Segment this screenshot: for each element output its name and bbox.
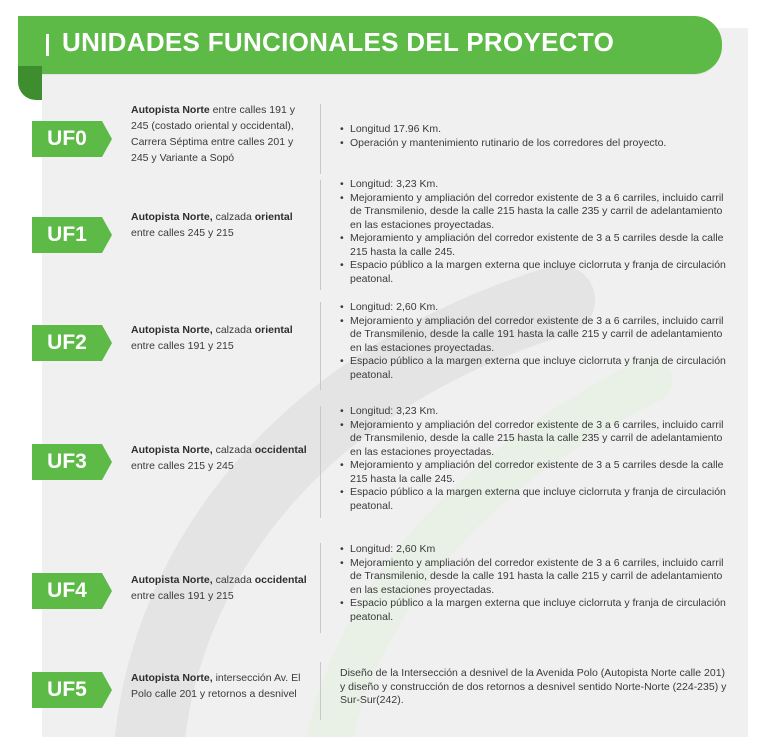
uf4-bullet: • Longitud: 2,60 Km xyxy=(340,543,732,557)
uf5-text: Diseño de la Intersección a desnivel de la Avenida Polo (Autopista Norte calle 201) y diseño y construcción de dos retornos a desnivel sentido Norte-Norte (224-235) y Sur-Sur(242). xyxy=(340,667,727,706)
uf4-bullet: • Mejoramiento y ampliación del corredor existente de 3 a 6 carriles, incluido carril de Transmilenio, desde la calle 191 hasta la calle 215 y carril de adelantamiento en las estaciones proyectadas. xyxy=(340,557,732,598)
uf1-location xyxy=(131,209,311,241)
uf0-description xyxy=(340,123,732,150)
uf0-loc-bold: Autopista Norte xyxy=(131,104,210,116)
uf1-bullet: • Espacio público a la margen externa que incluye ciclorruta y franja de circulación peatonal. xyxy=(340,259,732,286)
uf2-badge: UF2 xyxy=(32,325,102,361)
uf4-loc-rest: entre calles 191 y 215 xyxy=(131,590,234,602)
uf1-loc-mid: calzada xyxy=(212,211,255,223)
uf1-loc-bold: Autopista Norte, xyxy=(131,211,213,223)
uf4-description xyxy=(340,543,732,624)
page-title: UNIDADES FUNCIONALES DEL PROYECTO xyxy=(62,27,615,57)
uf3-bullet: • Espacio público a la margen externa que incluye ciclorruta y franja de circulación peatonal. xyxy=(340,486,732,513)
uf3-bullet: • Mejoramiento y ampliación del corredor existente de 3 a 5 carriles desde la calle 215 hasta la calle 245. xyxy=(340,459,732,486)
uf2-loc-mid: calzada xyxy=(212,324,255,336)
uf4-divider xyxy=(320,543,321,633)
uf4-badge: UF4 xyxy=(32,573,102,609)
uf2-divider xyxy=(320,302,321,390)
uf3-badge: UF3 xyxy=(32,444,102,480)
uf3-bullet: • Mejoramiento y ampliación del corredor existente de 3 a 6 carriles, incluido carril de Transmilenio, desde la calle 215 hasta la calle 235 y carril de adelantamiento en las estaciones proyectadas. xyxy=(340,419,732,460)
uf5-location xyxy=(131,670,311,702)
uf1-loc-rest: entre calles 245 y 215 xyxy=(131,227,234,239)
uf2-description xyxy=(340,301,732,382)
uf1-bullet: • Mejoramiento y ampliación del corredor existente de 3 a 5 carriles desde la calle 215 hasta la calle 245. xyxy=(340,232,732,259)
uf5-description xyxy=(340,667,732,708)
uf4-bullet: • Espacio público a la margen externa que incluye ciclorruta y franja de circulación peatonal. xyxy=(340,597,732,624)
uf3-loc-bold: Autopista Norte, xyxy=(131,444,213,456)
uf2-loc-bold2: oriental xyxy=(254,324,293,336)
uf2-location xyxy=(131,322,311,354)
uf3-loc-rest: entre calles 215 y 245 xyxy=(131,460,234,472)
uf2-loc-rest: entre calles 191 y 215 xyxy=(131,340,234,352)
uf0-bullet: • Operación y mantenimiento rutinario de los corredores del proyecto. xyxy=(340,137,732,151)
uf2-loc-bold: Autopista Norte, xyxy=(131,324,213,336)
uf0-loc-rest: entre calles 191 y 245 (costado oriental y occidental), Carrera Séptima entre calles 201 y 245 y Variante a Sopó xyxy=(131,104,295,164)
uf1-badge: UF1 xyxy=(32,217,102,253)
uf1-bullet: • Longitud: 3,23 Km. xyxy=(340,178,732,192)
uf3-loc-mid: calzada xyxy=(212,444,255,456)
uf5-divider xyxy=(320,662,321,720)
uf1-bullet: • Mejoramiento y ampliación del corredor existente de 3 a 6 carriles, incluido carril de Transmilenio, desde la calle 215 hasta la calle 235 y carril de adelantamiento en las estaciones proyectadas. xyxy=(340,192,732,233)
uf4-loc-bold2: occidental xyxy=(254,574,307,586)
uf3-description xyxy=(340,405,732,513)
uf0-divider xyxy=(320,104,321,174)
uf1-divider xyxy=(320,180,321,290)
header-accent-bar xyxy=(46,34,49,56)
uf2-bullet: • Longitud: 2,60 Km. xyxy=(340,301,732,315)
uf3-divider xyxy=(320,406,321,518)
uf0-badge: UF0 xyxy=(32,121,102,157)
uf1-loc-bold2: oriental xyxy=(254,211,293,223)
uf5-loc-bold: Autopista Norte, xyxy=(131,672,213,684)
uf2-bullet: • Mejoramiento y ampliación del corredor existente de 3 a 6 carriles, incluido carril de Transmilenio, desde la calle 191 hasta la calle 215 y carril de adelantamiento en las estaciones proyectadas. xyxy=(340,315,732,356)
uf0-bullet: • Longitud 17.96 Km. xyxy=(340,123,732,137)
uf0-location xyxy=(131,102,311,166)
uf5-loc-rest: intersección Av. El Polo calle 201 y retornos a desnivel xyxy=(131,672,301,700)
uf3-location xyxy=(131,442,311,474)
uf4-loc-bold: Autopista Norte, xyxy=(131,574,213,586)
uf1-description xyxy=(340,178,732,286)
uf2-bullet: • Espacio público a la margen externa que incluye ciclorruta y franja de circulación peatonal. xyxy=(340,355,732,382)
uf5-badge: UF5 xyxy=(32,672,102,708)
uf3-loc-bold2: occidental xyxy=(254,444,307,456)
uf3-bullet: • Longitud: 3,23 Km. xyxy=(340,405,732,419)
uf4-loc-mid: calzada xyxy=(212,574,255,586)
uf4-location xyxy=(131,572,311,604)
